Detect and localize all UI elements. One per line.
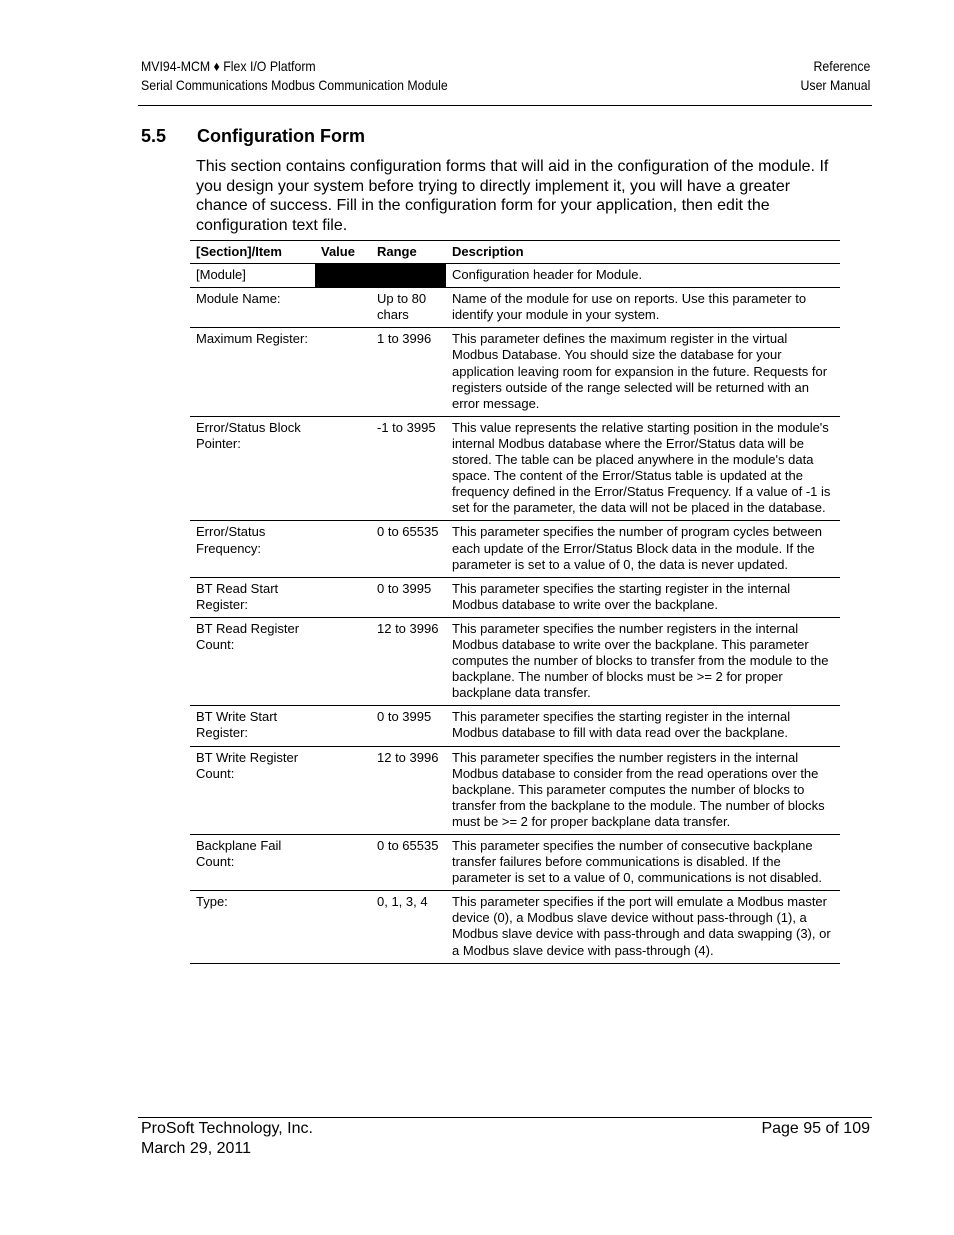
cell-description: This parameter defines the maximum register in the virtual Modbus Database. You should size the database for your application leaving room for expansion in the future. Requests for registers outside of the range selected will be returned with an error message. — [446, 328, 840, 416]
cell-description: This parameter specifies the number of program cycles between each update of the Error/Status Block data in the module. If the parameter is set to a value of 0, the data is never updated. — [446, 521, 840, 577]
page-number: Page 95 of 109 — [761, 1120, 870, 1137]
cell-description: This parameter specifies the number of consecutive backplane transfer failures before communications is disabled. If the parameter is set to a value of 0, communications is not disabled. — [446, 835, 840, 891]
cell-value — [315, 328, 371, 416]
header-right — [791, 57, 870, 95]
table-row-module — [190, 264, 840, 288]
cell-description: Configuration header for Module. — [446, 264, 840, 288]
document-type: User Manual — [800, 77, 870, 93]
cell-item: Error/Status Block Pointer: — [190, 416, 315, 521]
cell-range: 12 to 3996 — [371, 617, 446, 705]
header-divider — [138, 105, 872, 106]
cell-item: BT Write Start Register: — [190, 706, 315, 746]
table-row — [190, 706, 840, 746]
cell-description: This parameter specifies the number registers in the internal Modbus database to write over the backplane. This parameter computes the number of blocks to transfer from the module to the backplane. The number of blocks must be >= 2 for proper backplane data transfer. — [446, 617, 840, 705]
cell-value — [315, 706, 371, 746]
cell-item: Type: — [190, 891, 315, 963]
cell-value — [315, 577, 371, 617]
section-title: Configuration Form — [197, 126, 365, 146]
cell-blacked-out — [315, 264, 446, 288]
cell-value — [315, 416, 371, 521]
cell-range: 12 to 3996 — [371, 746, 446, 834]
cell-range: 0 to 3995 — [371, 577, 446, 617]
footer-divider — [138, 1117, 872, 1118]
cell-item: BT Write Register Count: — [190, 746, 315, 834]
table-row — [190, 891, 840, 963]
cell-description: This parameter specifies the starting register in the internal Modbus database to write over the backplane. — [446, 577, 840, 617]
cell-range: Up to 80 chars — [371, 288, 446, 328]
footer-left — [141, 1119, 313, 1158]
table-row — [190, 288, 840, 328]
cell-range: 0 to 65535 — [371, 521, 446, 577]
cell-range: -1 to 3995 — [371, 416, 446, 521]
cell-value — [315, 835, 371, 891]
header-left — [141, 57, 490, 95]
document-section: Reference — [813, 58, 870, 74]
cell-description: This parameter specifies the starting register in the internal Modbus database to fill with data read over the backplane. — [446, 706, 840, 746]
configuration-table — [190, 240, 840, 964]
table-row — [190, 521, 840, 577]
cell-item: Error/Status Frequency: — [190, 521, 315, 577]
cell-value — [315, 746, 371, 834]
cell-range: 1 to 3996 — [371, 328, 446, 416]
cell-range: 0 to 3995 — [371, 706, 446, 746]
section-heading — [141, 125, 365, 147]
table-row — [190, 835, 840, 891]
table-row — [190, 746, 840, 834]
section-intro: This section contains configuration forms that will aid in the configuration of the module. If you design your system before trying to directly implement it, you will have a greater chance of success. Fill in the configuration form for your application, then edit the configuration text file. — [196, 158, 829, 234]
cell-value — [315, 891, 371, 963]
column-header-item: [Section]/Item — [190, 241, 315, 264]
cell-description: This value represents the relative starting position in the module's internal Modbus database where the Error/Status data will be stored. The table can be placed anywhere in the module's data space. The content of the Error/Status table is updated at the frequency defined in the Error/Status Frequency. If a value of -1 is set for the parameter, the data will not be placed in the database. — [446, 416, 840, 521]
cell-item: Maximum Register: — [190, 328, 315, 416]
cell-item: BT Read Start Register: — [190, 577, 315, 617]
column-header-value: Value — [315, 241, 371, 264]
cell-item: BT Read Register Count: — [190, 617, 315, 705]
table-row — [190, 416, 840, 521]
document-date: March 29, 2011 — [141, 1139, 251, 1157]
cell-value — [315, 617, 371, 705]
product-title: MVI94-MCM ♦ Flex I/O Platform — [141, 58, 316, 74]
cell-item: [Module] — [190, 264, 315, 288]
company-name: ProSoft Technology, Inc. — [141, 1120, 313, 1137]
cell-range: 0 to 65535 — [371, 835, 446, 891]
cell-description: This parameter specifies if the port will emulate a Modbus master device (0), a Modbus slave device without pass-through (1), a Modbus slave device with pass-through and data swapping (3), or a Modbus slave device with pass-through (4). — [446, 891, 840, 963]
cell-item: Backplane Fail Count: — [190, 835, 315, 891]
table-row — [190, 577, 840, 617]
product-subtitle: Serial Communications Modbus Communication Module — [141, 77, 448, 93]
cell-value — [315, 288, 371, 328]
table-body — [190, 264, 840, 964]
cell-description: This parameter specifies the number registers in the internal Modbus database to consider from the read operations over the backplane. This parameter computes the number of blocks to transfer from the backplane to the module. The number of blocks must be >= 2 for proper backplane data transfer. — [446, 746, 840, 834]
section-number: 5.5 — [141, 126, 167, 146]
cell-value — [315, 521, 371, 577]
column-header-range: Range — [371, 241, 446, 264]
column-header-description: Description — [446, 241, 840, 264]
cell-range: 0, 1, 3, 4 — [371, 891, 446, 963]
cell-item: Module Name: — [190, 288, 315, 328]
table-row — [190, 617, 840, 705]
cell-description: Name of the module for use on reports. Use this parameter to identify your module in your system. — [446, 288, 840, 328]
table-row — [190, 328, 840, 416]
table-header-row — [190, 241, 840, 264]
